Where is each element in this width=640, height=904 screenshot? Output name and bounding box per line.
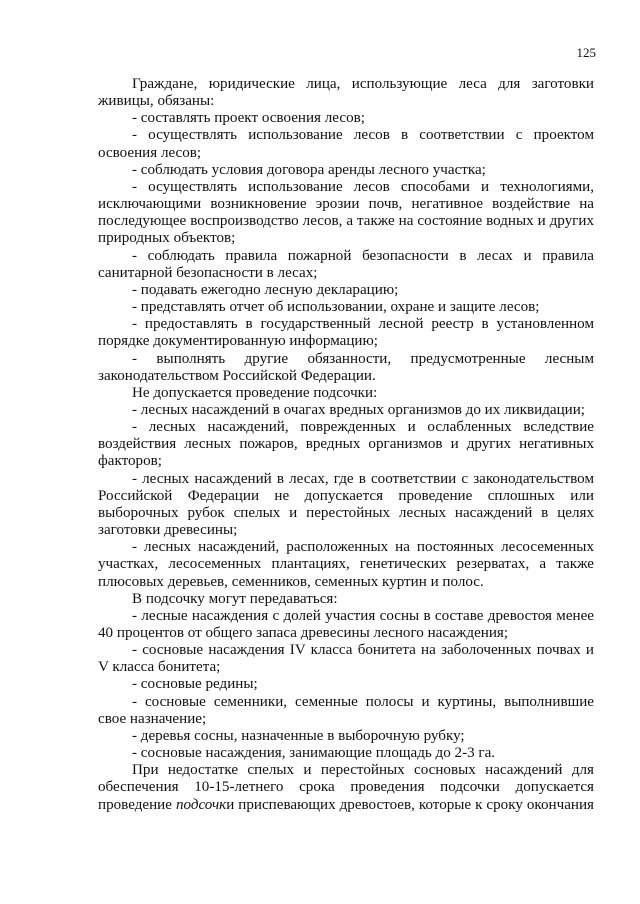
list-item-obligation: - предоставлять в государственный лесной реестр в установленном порядке документированную информацию;: [98, 316, 594, 350]
list-item-prohibition: - лесных насаждений в очагах вредных организмов до их ликвидации;: [132, 401, 586, 418]
list-item-transfer: - деревья сосны, назначенные в выборочную рубку;: [132, 727, 465, 744]
list-item-transfer: - сосновые редины;: [132, 676, 258, 693]
list-item-obligation: - выполнять другие обязанности, предусмотренные лесным законодательством Российской Федерации.: [98, 350, 594, 384]
paragraph-prohibitions-intro: Не допускается проведение подсочки:: [132, 384, 378, 401]
document-body: [98, 76, 594, 814]
list-item-obligation: - составлять проект освоения лесов;: [132, 110, 365, 127]
list-item-obligation: - подавать ежегодно лесную декларацию;: [132, 281, 399, 298]
list-item-transfer: - сосновые насаждения IV класса бонитета на заболоченных почвах и V класса бонитета;: [98, 642, 594, 676]
paragraph-shortage: [98, 762, 594, 813]
list-item-obligation: - соблюдать правила пожарной безопасности в лесах и правила санитарной безопасности в лесах;: [98, 247, 594, 281]
page-number: 125: [576, 45, 596, 60]
paragraph-transfer-intro: В подсочку могут передаваться:: [132, 590, 338, 607]
italic-term: подсочк: [175, 796, 227, 813]
paragraph-shortage-text: При недостатке спелых и перестойных сосновых насаждений для обеспечения 10-15-летнего срока проведения подсочки допускается проведение: [98, 762, 594, 813]
list-item-obligation: - осуществлять использование лесов способами и технологиями, исключающими возникновение эрозии почв, негативное воздействие на последующее воспроизводство лесов, а также на состояние водных и других природных объектов;: [98, 178, 594, 247]
list-item-prohibition: - лесных насаждений, поврежденных и ослабленных вследствие воздействия лесных пожаров, вредных организмов и других негативных факторов;: [98, 419, 594, 470]
list-item-transfer: - сосновые насаждения, занимающие площадь до 2-3 га.: [132, 745, 496, 762]
list-item-transfer: - сосновые семенники, семенные полосы и куртины, выполнившие свое назначение;: [98, 693, 594, 727]
paragraph-shortage-continuation: и приспевающих древостоев, которые к сроку окончания: [226, 796, 595, 813]
list-item-obligation: - соблюдать условия договора аренды лесного участка;: [132, 161, 486, 178]
paragraph-obligations-intro: Граждане, юридические лица, использующие леса для заготовки живицы, обязаны:: [98, 76, 594, 110]
list-item-obligation: - осуществлять использование лесов в соответствии с проектом освоения лесов;: [98, 127, 594, 161]
list-item-obligation: - представлять отчет об использовании, охране и защите лесов;: [132, 299, 540, 316]
list-item-prohibition: - лесных насаждений в лесах, где в соответствии с законодательством Российской Федерации не допускается проведение сплошных или выборочных рубок спелых и перестойных лесных насаждений в целях заготовки древесины;: [98, 470, 594, 539]
list-item-transfer: - лесные насаждения с долей участия сосны в составе древостоя менее 40 процентов от общего запаса древесины лесного насаждения;: [98, 607, 594, 641]
list-item-prohibition: - лесных насаждений, расположенных на постоянных лесосеменных участках, лесосеменных плантациях, генетических резерватах, а также плюсовых деревьев, семенников, семенных куртин и полос.: [98, 539, 594, 590]
